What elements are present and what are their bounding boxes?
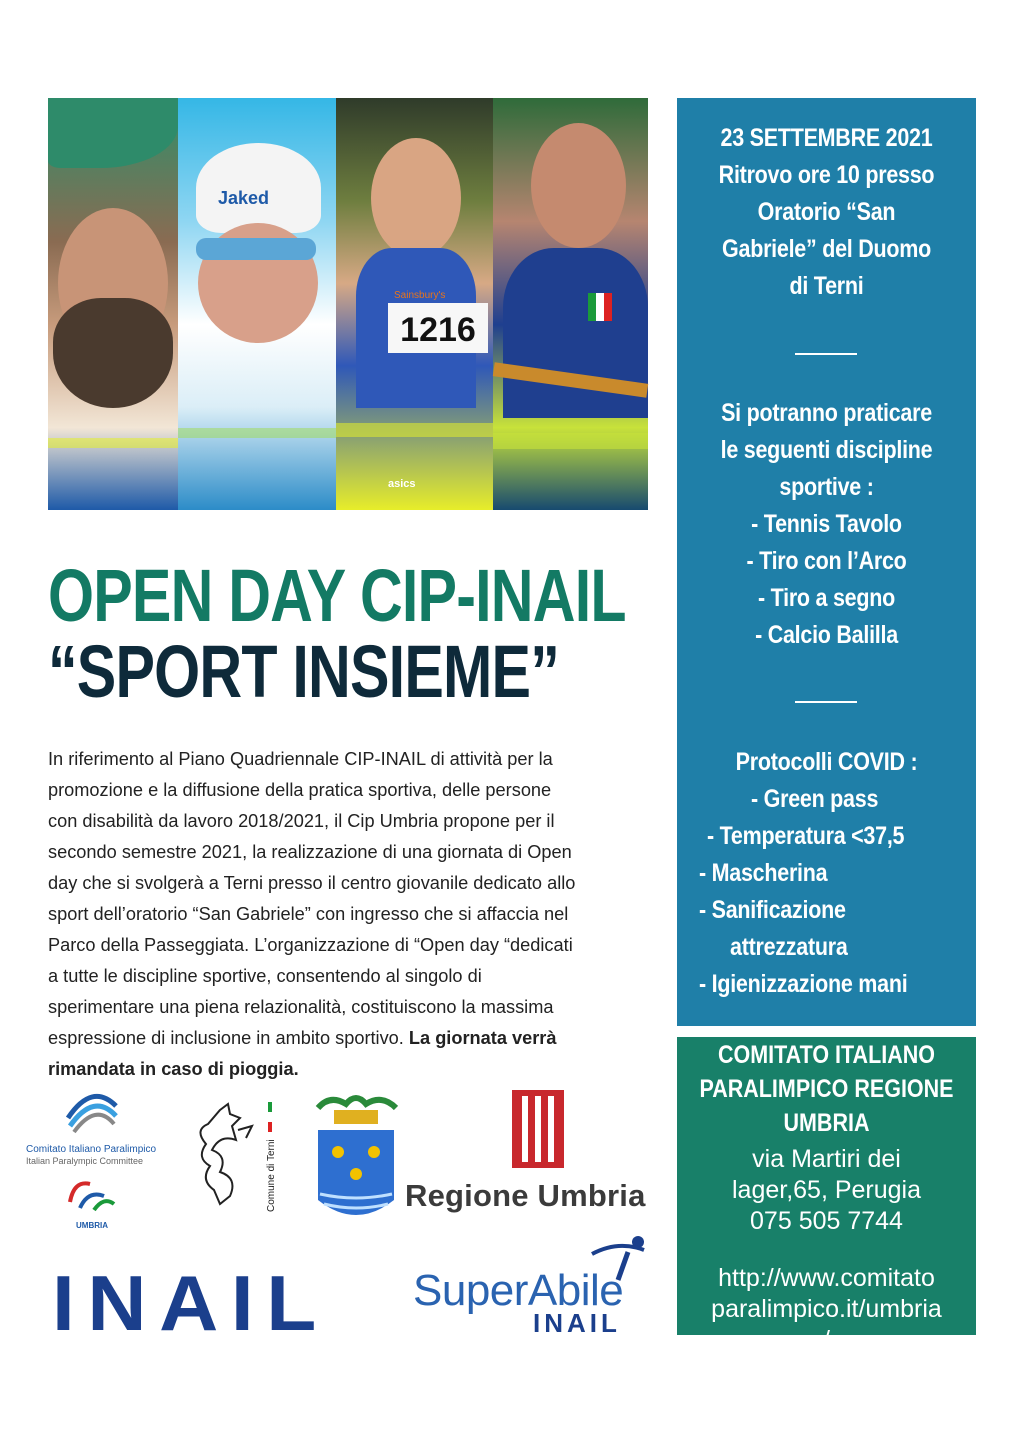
body-line: con disabilità da lavoro 2018/2021, il Cip Umbria propone per il (48, 811, 555, 831)
comune-name: Comune di Terni (266, 1139, 277, 1212)
page-title: OPEN DAY CIP-INAIL (48, 554, 626, 637)
covid-item: - Sanificazione (699, 896, 846, 924)
page-subtitle: “SPORT INSIEME” (48, 630, 560, 713)
body-line: promozione e la diffusione della pratica sportiva, delle persone (48, 780, 552, 800)
italy-flag-icon (588, 293, 612, 321)
org-name-1: COMITATO ITALIANO (718, 1041, 935, 1069)
inail-logo: INAIL (52, 1259, 329, 1347)
paralympic-agitos-icon (64, 1174, 118, 1216)
cip-region: UMBRIA (76, 1221, 108, 1230)
covid-title: Protocolli COVID : (735, 748, 918, 776)
comune-terni-dragon-icon (190, 1100, 260, 1210)
website-url-2[interactable]: paralimpico.it/umbria (711, 1295, 942, 1323)
contact-box (677, 1037, 976, 1354)
rain-notice-bold-2: rimandata in caso di pioggia. (48, 1059, 299, 1079)
covid-item: - Temperatura <37,5 (707, 822, 905, 850)
swim-cap-text: Jaked (218, 188, 270, 208)
discipline-item: - Calcio Balilla (755, 621, 898, 649)
rain-notice-bold: La giornata verrà (408, 1028, 557, 1048)
discipline-item: - Tennis Tavolo (751, 510, 902, 538)
phone-number: 075 505 7744 (750, 1207, 903, 1235)
separator (795, 701, 857, 703)
body-line: day che si svolgerà a Terni presso il centro giovanile dedicato allo (48, 873, 576, 893)
superabile-logo: SuperAbile (413, 1266, 624, 1315)
race-bib-number: 1216 (388, 303, 488, 353)
org-name-3: UMBRIA (783, 1109, 870, 1137)
cip-logo-icon (64, 1088, 120, 1136)
covid-item: - Igienizzazione mani (699, 970, 908, 998)
body-line (48, 1023, 663, 1054)
body-line-plain: espressione di inclusione in ambito sportivo. (48, 1028, 409, 1048)
race-bib-brand: Sainsbury's (394, 290, 446, 301)
body-line: sperimentare una piena relazionalità, costituiscono la massima (48, 997, 554, 1017)
body-line: sport dell’oratorio “San Gabriele” con ingresso che si affaccia nel (48, 904, 569, 924)
org-name-2: PARALIMPICO REGIONE (699, 1075, 954, 1103)
provincia-crest-icon (310, 1090, 402, 1230)
website-url-1[interactable]: http://www.comitato (718, 1264, 935, 1292)
event-location-2: Gabriele” del Duomo (722, 235, 931, 263)
cip-name: Comitato Italiano Paralimpico (26, 1144, 157, 1155)
covid-item: - Mascherina (699, 859, 828, 887)
body-line: Parco della Passeggiata. L’organizzazione di “Open day “dedicati (48, 935, 573, 955)
archer-photo (48, 98, 178, 510)
superabile-inail-text: INAIL (533, 1308, 621, 1338)
body-line: a tutte le discipline sportive, consentendo al singolo di (48, 966, 482, 986)
event-location-1: Oratorio “San (757, 198, 896, 226)
covid-item: attrezzatura (730, 933, 848, 961)
website-url-3[interactable]: / (823, 1326, 830, 1354)
event-info-box (677, 98, 976, 1026)
shoe-brand-text: asics (388, 478, 416, 490)
disciplines-intro-1: Si potranno praticare (721, 399, 932, 427)
body-line: In riferimento al Piano Quadriennale CIP-INAIL di attività per la (48, 749, 553, 769)
event-meeting-time: Ritrovo ore 10 presso (718, 161, 935, 189)
runner-photo (336, 98, 493, 510)
rower-photo (493, 98, 648, 510)
discipline-item: - Tiro a segno (758, 584, 895, 612)
cip-name-en: Italian Paralympic Committee (26, 1156, 144, 1166)
separator (795, 353, 857, 355)
discipline-item: - Tiro con l’Arco (746, 547, 907, 575)
covid-item: - Green pass (751, 785, 879, 813)
event-location-3: di Terni (789, 272, 864, 300)
italy-tricolor-icon (268, 1102, 272, 1132)
address-1: via Martiri dei (752, 1145, 901, 1173)
athletes-photo-collage (48, 98, 648, 510)
swimmer-photo (178, 98, 336, 510)
body-line: secondo semestre 2021, la realizzazione di una giornata di Open (48, 842, 572, 862)
address-2: lager,65, Perugia (731, 1176, 922, 1204)
description-paragraph (48, 744, 663, 1085)
disciplines-intro-3: sportive : (779, 473, 874, 501)
regione-umbria-logo: Regione Umbria (405, 1178, 646, 1213)
disciplines-intro-2: le seguenti discipline (720, 436, 933, 464)
regione-umbria-emblem-icon (512, 1090, 564, 1168)
event-date: 23 SETTEMBRE 2021 (720, 124, 933, 152)
